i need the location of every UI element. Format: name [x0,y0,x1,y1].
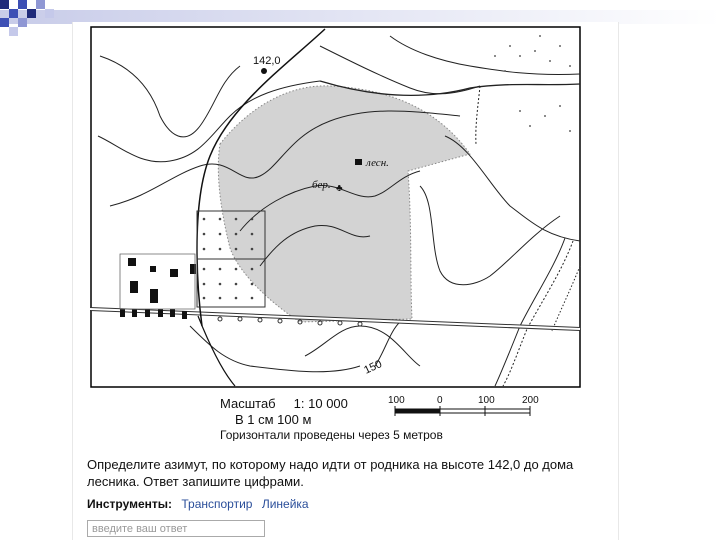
ruler-link[interactable]: Линейка [261,497,309,511]
tree-symbol: ♣ [336,183,343,194]
scale-bar [388,395,539,416]
birch-label: бер. [312,179,331,191]
tools-row [87,497,309,511]
scale-tick-label: 100 [478,395,495,406]
spring-marker [261,68,267,74]
scale-tick-label: 100 [388,395,405,406]
cm-text: В 1 см 100 м [235,412,312,427]
protractor-link[interactable]: Транспортир [181,497,253,511]
question-text: Определите азимут, по которому надо идти от родника на высоте 142,0 до дома лесника. Ответ запишите цифрами. [87,457,574,489]
forester-label: лесн. [366,157,389,169]
tools-label: Инструменты: [87,497,173,511]
scale-tick-label: 200 [522,395,539,406]
topographic-map [90,26,590,441]
spring-height-label: 142,0 [253,55,281,67]
scale-tick-label: 0 [437,395,443,406]
scale-text: Масштаб 1: 10 000 [220,396,348,411]
contour-150-label: 150 [362,358,384,377]
answer-input[interactable] [87,520,265,537]
forester-house-marker [355,159,362,165]
contours-interval-text: Горизонтали проведены через 5 метров [220,428,443,441]
